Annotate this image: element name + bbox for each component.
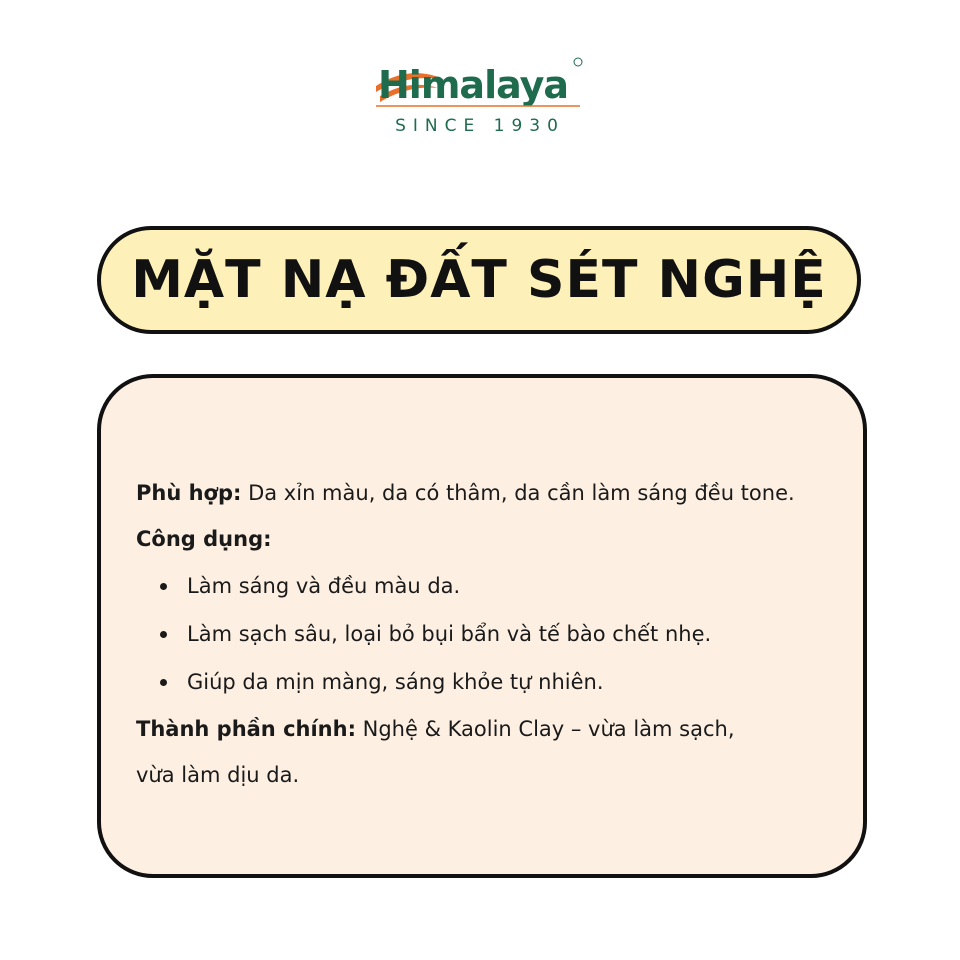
list-item <box>136 658 839 706</box>
list-item <box>136 562 839 610</box>
info-content <box>136 470 839 798</box>
use-text: Giúp da mịn màng, sáng khỏe tự nhiên. <box>187 670 604 694</box>
bullet-icon <box>160 631 167 638</box>
title-banner <box>97 226 861 334</box>
uses-label: Công dụng: <box>136 527 272 551</box>
page-title: MẶT NẠ ĐẤT SÉT NGHỆ <box>131 250 827 310</box>
brand-logo <box>370 52 590 142</box>
use-text: Làm sáng và đều màu da. <box>187 574 461 598</box>
suitable-line <box>136 470 839 516</box>
list-item <box>136 610 839 658</box>
suitable-label: Phù hợp: <box>136 481 242 505</box>
bullet-icon <box>160 583 167 590</box>
bullet-icon <box>160 679 167 686</box>
ingredients-label: Thành phần chính: <box>136 717 356 741</box>
info-card <box>97 374 867 878</box>
ingredients-line <box>136 706 839 752</box>
use-text: Làm sạch sâu, loại bỏ bụi bẩn và tế bào chết nhẹ. <box>187 622 712 646</box>
ingredients-line-cont: vừa làm dịu da. <box>136 763 300 787</box>
ingredients-text: Nghệ & Kaolin Clay – vừa làm sạch, <box>355 717 735 741</box>
svg-text:Himalaya: Himalaya <box>378 63 568 107</box>
brand-tagline: SINCE 1930 <box>395 116 565 136</box>
himalaya-logo-icon <box>370 52 590 112</box>
suitable-text: Da xỉn màu, da có thâm, da cần làm sáng đều tone. <box>241 481 795 505</box>
